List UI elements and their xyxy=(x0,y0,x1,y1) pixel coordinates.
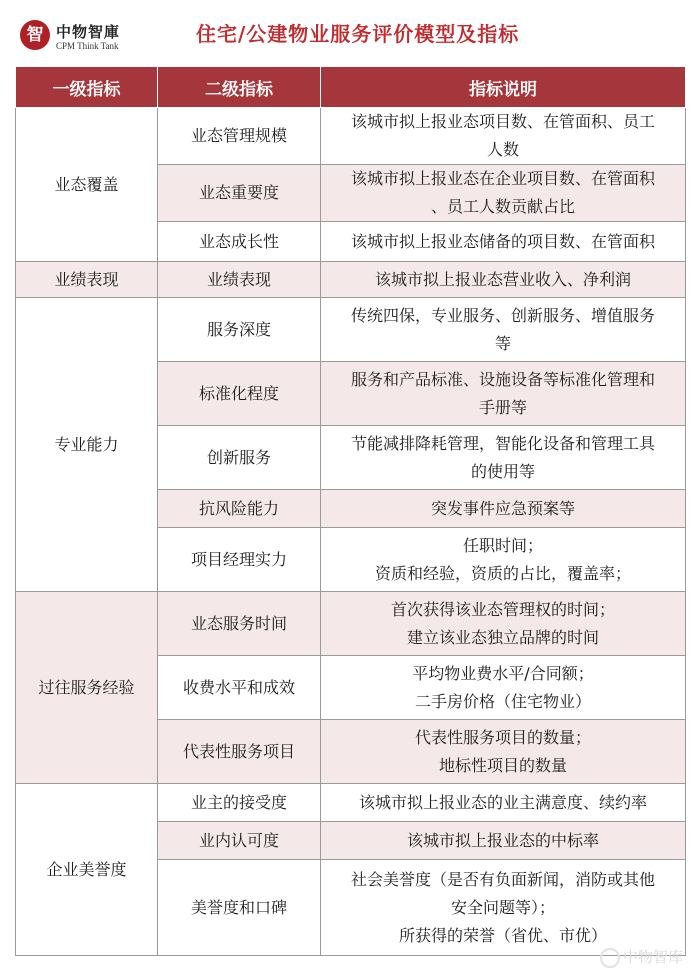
description-line: 所获得的荣誉（省优、市优） xyxy=(398,925,607,945)
description-line: 资质和经验，资质的占比，覆盖率； xyxy=(374,563,631,583)
description-line: 二手房价格（住宅物业） xyxy=(414,691,591,711)
table-row xyxy=(16,592,686,656)
description-line: 等 xyxy=(494,333,511,353)
description-line: 建立该业态独立品牌的时间 xyxy=(406,627,599,647)
description-line: 该城市拟上报业态储备的项目数、在管面积 xyxy=(350,231,655,251)
header-level1: 一级指标 xyxy=(16,67,158,108)
description-line: 节能减排降耗管理，智能化设备和管理工具 xyxy=(350,433,655,453)
description-line: 地标性项目的数量 xyxy=(438,755,567,775)
level2-indicator: 业态成长性 xyxy=(158,222,321,262)
header-level2: 二级指标 xyxy=(158,67,321,108)
indicator-description xyxy=(321,222,686,262)
level2-indicator: 项目经理实力 xyxy=(158,528,321,592)
level2-indicator: 标准化程度 xyxy=(158,362,321,426)
table-row xyxy=(16,262,686,298)
description-line: 平均物业费水平/合同额； xyxy=(412,663,594,683)
indicator-table xyxy=(15,66,686,956)
description-line: 安全问题等）； xyxy=(450,897,555,917)
level1-indicator: 业态覆盖 xyxy=(16,108,158,262)
description-line: 服务和产品标准、设施设备等标准化管理和 xyxy=(350,369,655,389)
watermark-text: 中物智库 xyxy=(623,948,684,966)
watermark xyxy=(600,946,683,968)
logo-english-name: CPM Think Tank xyxy=(56,41,119,51)
level2-indicator: 收费水平和成效 xyxy=(158,656,321,720)
description-line: 该城市拟上报业态在企业项目数、在管面积 xyxy=(350,169,655,188)
level2-indicator: 服务深度 xyxy=(158,298,321,362)
logo xyxy=(20,20,140,54)
table-header-row xyxy=(16,67,686,108)
indicator-description xyxy=(321,426,686,490)
description-line: 代表性服务项目的数量； xyxy=(414,727,591,747)
description-line: 该城市拟上报业态营业收入、净利润 xyxy=(374,269,631,289)
indicator-description xyxy=(321,362,686,426)
indicator-description xyxy=(321,165,686,222)
logo-seal-icon: 智 xyxy=(20,20,50,50)
page-header xyxy=(0,0,700,62)
level2-indicator: 业主的接受度 xyxy=(158,784,321,822)
description-line: 首次获得该业态管理权的时间； xyxy=(390,599,615,619)
level2-indicator: 创新服务 xyxy=(158,426,321,490)
description-line: 人数 xyxy=(486,140,519,159)
table-row xyxy=(16,784,686,822)
table-row xyxy=(16,298,686,362)
weibo-icon xyxy=(600,948,620,968)
level2-indicator: 美誉度和口碑 xyxy=(158,860,321,956)
indicator-description xyxy=(321,822,686,860)
level1-indicator: 专业能力 xyxy=(16,298,158,592)
level2-indicator: 业内认可度 xyxy=(158,822,321,860)
description-line: 、员工人数贡献占比 xyxy=(430,197,575,216)
level2-indicator: 业态服务时间 xyxy=(158,592,321,656)
indicator-description xyxy=(321,656,686,720)
level2-indicator: 业态管理规模 xyxy=(158,108,321,165)
level2-indicator: 抗风险能力 xyxy=(158,490,321,528)
level2-indicator: 代表性服务项目 xyxy=(158,720,321,784)
table-row xyxy=(16,108,686,165)
level1-indicator: 业绩表现 xyxy=(16,262,158,298)
description-line: 手册等 xyxy=(478,397,527,417)
description-line: 该城市拟上报业态项目数、在管面积、员工 xyxy=(350,112,655,131)
level1-indicator: 企业美誉度 xyxy=(16,784,158,956)
indicator-description xyxy=(321,720,686,784)
description-line: 该城市拟上报业态的中标率 xyxy=(406,830,599,850)
indicator-description xyxy=(321,262,686,298)
header-description: 指标说明 xyxy=(321,67,686,108)
description-line: 任职时间； xyxy=(462,535,543,555)
description-line: 的使用等 xyxy=(470,461,535,481)
indicator-description xyxy=(321,298,686,362)
indicator-description xyxy=(321,108,686,165)
indicator-description xyxy=(321,528,686,592)
description-line: 社会美誉度（是否有负面新闻，消防或其他 xyxy=(350,869,655,889)
logo-name: 中物智庫 xyxy=(56,23,121,41)
indicator-description xyxy=(321,860,686,956)
indicator-description xyxy=(321,784,686,822)
level2-indicator: 业态重要度 xyxy=(158,165,321,222)
description-line: 该城市拟上报业态的业主满意度、续约率 xyxy=(358,792,647,812)
indicator-description xyxy=(321,592,686,656)
description-line: 传统四保，专业服务、创新服务、增值服务 xyxy=(350,305,655,325)
page-title: 住宅/公建物业服务评价模型及指标 xyxy=(196,22,520,46)
indicator-description xyxy=(321,490,686,528)
level1-indicator: 过往服务经验 xyxy=(16,592,158,784)
level2-indicator: 业绩表现 xyxy=(158,262,321,298)
description-line: 突发事件应急预案等 xyxy=(430,498,575,518)
